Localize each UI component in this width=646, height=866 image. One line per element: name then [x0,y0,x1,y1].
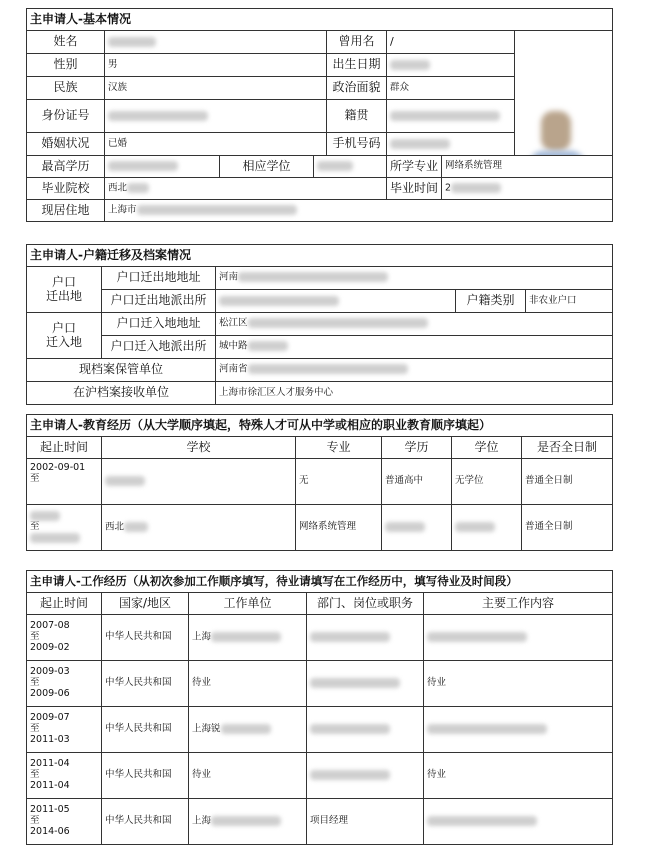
edu-time: 至 [27,505,102,551]
work-country: 中华人民共和国 [102,799,189,845]
edu-major: 网络系统管理 [296,505,382,551]
degree-value [314,156,387,178]
work-dept [307,707,424,753]
in-police-label: 户口迁入地派出所 [102,336,216,359]
work-country: 中华人民共和国 [102,661,189,707]
work-section-title: 主申请人-工作经历（从初次参加工作顺序填写，待业请填写在工作经历中，填写待业及时间段） [27,571,613,593]
work-col-content: 主要工作内容 [424,593,613,615]
marital-value: 已婚 [105,133,327,156]
edu-col-level: 学历 [382,437,452,459]
phone-value [387,133,515,156]
receive-value: 上海市徐汇区人才服务中心 [216,382,613,405]
work-dept [307,753,424,799]
hukou-type-label: 户籍类别 [456,290,526,313]
former-name-value: / [387,31,515,54]
work-content: 待业 [424,753,613,799]
hukou-in-label: 户口 迁入地 [27,313,102,359]
archive-value: 河南省 [216,359,613,382]
work-row [27,753,613,799]
education-row [27,505,613,551]
gradtime-label: 毕业时间 [387,178,442,200]
work-content: 待业 [424,661,613,707]
id-label: 身份证号 [27,100,105,133]
basic-info-table [26,8,613,222]
edu-label: 最高学历 [27,156,105,178]
marital-label: 婚姻状况 [27,133,105,156]
edu-time: 2002-09-01 至 [27,459,102,505]
ethnicity-label: 民族 [27,77,105,100]
hukou-out-label: 户口 迁出地 [27,267,102,313]
out-police-value [216,290,456,313]
origin-value [387,100,515,133]
former-name-label: 曾用名 [327,31,387,54]
degree-label: 相应学位 [220,156,314,178]
work-company: 上海锐 [189,707,307,753]
work-col-time: 起止时间 [27,593,102,615]
edu-col-major: 专业 [296,437,382,459]
out-addr-value: 河南 [216,267,613,290]
school-value: 西北 [105,178,387,200]
edu-school: 西北 [102,505,296,551]
birth-label: 出生日期 [327,54,387,77]
address-value: 上海市 [105,200,613,222]
education-row [27,459,613,505]
phone-label: 手机号码 [327,133,387,156]
gender-value: 男 [105,54,327,77]
id-value [105,100,327,133]
work-row [27,615,613,661]
name-value [105,31,327,54]
archive-label: 现档案保管单位 [27,359,216,382]
work-time: 2007-08 至 2009-02 [27,615,102,661]
hukou-section-title: 主申请人-户籍迁移及档案情况 [27,245,613,267]
major-value: 网络系统管理 [442,156,613,178]
edu-col-time: 起止时间 [27,437,102,459]
edu-major: 无 [296,459,382,505]
work-col-company: 工作单位 [189,593,307,615]
birth-value [387,54,515,77]
hukou-table [26,244,613,405]
education-section-title: 主申请人-教育经历（从大学顺序填起，特殊人才可从中学或相应的职业教育顺序填起） [27,415,613,437]
edu-fulltime: 普通全日制 [522,459,613,505]
work-content [424,799,613,845]
work-company: 待业 [189,661,307,707]
in-addr-value: 松江区 [216,313,613,336]
work-dept [307,615,424,661]
address-label: 现居住地 [27,200,105,222]
work-time: 2009-03 至 2009-06 [27,661,102,707]
work-time: 2011-04 至 2011-04 [27,753,102,799]
work-company: 待业 [189,753,307,799]
ethnicity-value: 汉族 [105,77,327,100]
edu-level: 普通高中 [382,459,452,505]
edu-col-fulltime: 是否全日制 [522,437,613,459]
work-dept: 项目经理 [307,799,424,845]
work-time: 2009-07 至 2011-03 [27,707,102,753]
work-content [424,707,613,753]
edu-school [102,459,296,505]
in-police-value: 城中路 [216,336,613,359]
politics-value: 群众 [387,77,515,100]
in-addr-label: 户口迁入地地址 [102,313,216,336]
name-label: 姓名 [27,31,105,54]
work-company: 上海 [189,799,307,845]
edu-level [382,505,452,551]
work-header-row [27,593,613,615]
major-label: 所学专业 [387,156,442,178]
gradtime-value: 2 [442,178,613,200]
out-addr-label: 户口迁出地地址 [102,267,216,290]
edu-degree [452,505,522,551]
hukou-type-value: 非农业户口 [526,290,613,313]
origin-label: 籍贯 [327,100,387,133]
basic-section-title: 主申请人-基本情况 [27,9,613,31]
politics-label: 政治面貌 [327,77,387,100]
out-police-label: 户口迁出地派出所 [102,290,216,313]
work-row [27,799,613,845]
edu-col-degree: 学位 [452,437,522,459]
education-header-row [27,437,613,459]
work-country: 中华人民共和国 [102,615,189,661]
work-col-dept: 部门、岗位或职务 [307,593,424,615]
work-row [27,661,613,707]
work-dept [307,661,424,707]
work-content [424,615,613,661]
education-table [26,414,613,551]
edu-value [105,156,220,178]
work-country: 中华人民共和国 [102,707,189,753]
work-col-country: 国家/地区 [102,593,189,615]
photo-cell [515,31,613,156]
edu-col-school: 学校 [102,437,296,459]
edu-degree: 无学位 [452,459,522,505]
gender-label: 性别 [27,54,105,77]
work-company: 上海 [189,615,307,661]
receive-label: 在沪档案接收单位 [27,382,216,405]
school-label: 毕业院校 [27,178,105,200]
work-table [26,570,613,845]
work-country: 中华人民共和国 [102,753,189,799]
edu-fulltime: 普通全日制 [522,505,613,551]
work-time: 2011-05 至 2014-06 [27,799,102,845]
work-row [27,707,613,753]
